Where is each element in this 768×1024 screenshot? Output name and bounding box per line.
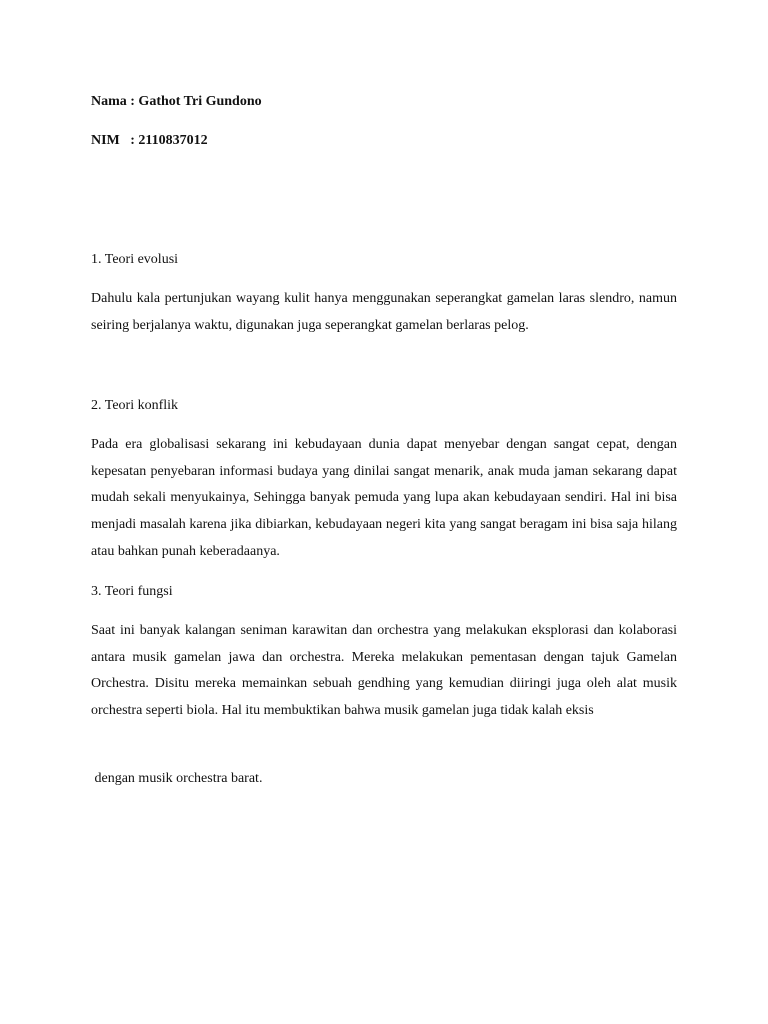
student-name: Nama : Gathot Tri Gundono (91, 94, 262, 109)
section-body-fungsi: Saat ini banyak kalangan seniman karawitan dan orchestra yang melakukan eksplorasi dan kolaborasi antara musik gamelan jawa dan orchestra. Mereka melakukan pementasan dengan tajuk Gamelan Orchestra. Disitu mereka memainkan sebuah gendhing yang kemudian diiringi juga oleh alat musik orchestra seperti biola. Hal itu membuktikan bahwa musik gamelan juga tidak kalah eksis (91, 623, 677, 719)
section-heading-konflik: 2. Teori konflik (91, 398, 179, 413)
section-body-evolusi: Dahulu kala pertunjukan wayang kulit hanya menggunakan seperangkat gamelan laras slendro, namun seiring berjalanya waktu, digunakan juga seperangkat gamelan berlaras pelog. (91, 291, 677, 333)
section-body-fungsi-continuation: dengan musik orchestra barat. (91, 771, 263, 786)
section-heading-fungsi: 3. Teori fungsi (91, 584, 173, 599)
section-body-konflik: Pada era globalisasi sekarang ini kebudayaan dunia dapat menyebar dengan sangat cepat, dengan kepesatan penyebaran informasi budaya yang dinilai sangat menarik, anak muda jaman sekarang dapat mudah sekali menyukainya, Sehingga banyak pemuda yang lupa akan kebudayaan sendiri. Hal ini bisa menjadi masalah karena jika dibiarkan, kebudayaan negeri kita yang sangat beragam ini bisa saja hilang atau bahkan punah keberadaanya. (91, 437, 677, 559)
section-heading-evolusi: 1. Teori evolusi (91, 252, 179, 267)
student-nim: NIM : 2110837012 (91, 133, 208, 148)
